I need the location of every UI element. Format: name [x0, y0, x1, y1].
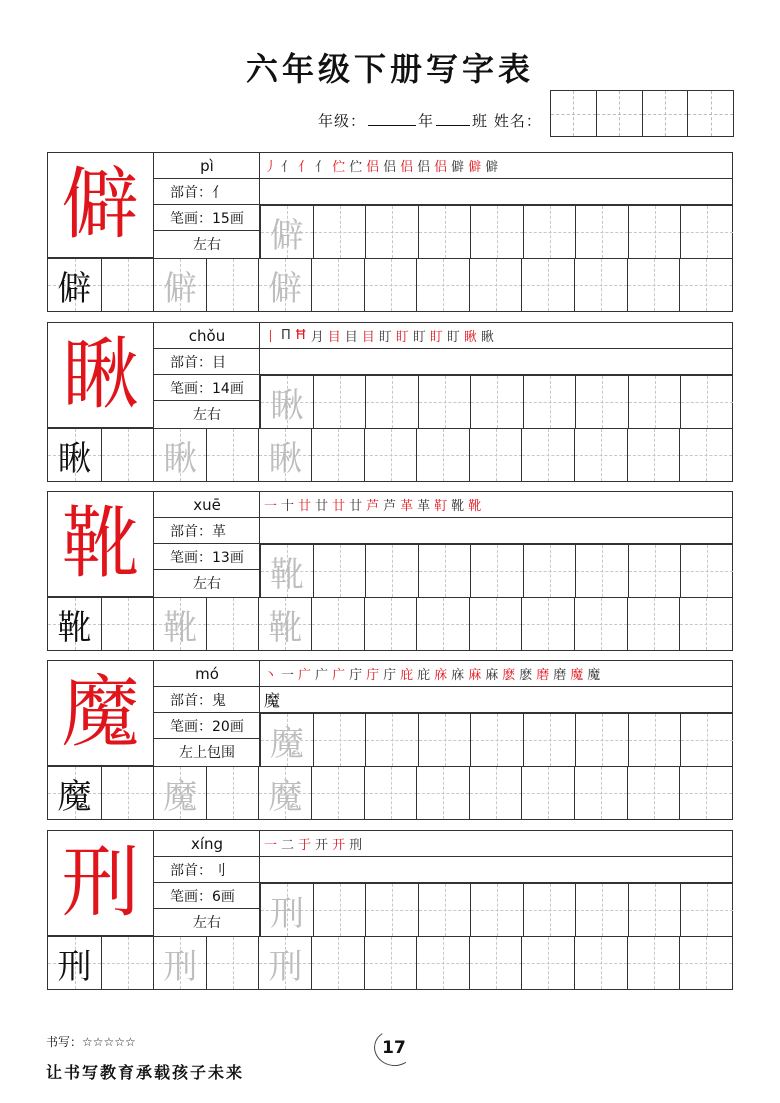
stroke-step: 二 — [281, 838, 295, 853]
trace-glyph: 靴 — [268, 607, 303, 648]
stroke-step: 盯 — [395, 330, 409, 345]
structure: 左右 — [193, 915, 221, 931]
character-block — [47, 491, 733, 651]
stroke-step: 亻 — [281, 160, 295, 175]
practice-cell[interactable] — [364, 936, 417, 989]
practice-cell[interactable] — [523, 544, 576, 597]
stroke-step: 广 — [332, 668, 346, 683]
practice-cell[interactable] — [628, 375, 681, 428]
practice-cell[interactable] — [418, 713, 471, 766]
stroke-step: 魔 — [587, 668, 601, 683]
practice-cell[interactable] — [48, 936, 101, 989]
character-block — [47, 152, 733, 312]
trace-glyph: 靴 — [270, 554, 304, 595]
practice-cell[interactable] — [313, 205, 366, 258]
stroke-step: 廿 — [298, 499, 312, 514]
practice-cell[interactable] — [679, 597, 732, 650]
sample-glyph: 刑 — [57, 946, 92, 987]
stroke-step: 目 — [344, 330, 358, 345]
practice-cell[interactable] — [680, 544, 733, 597]
stroke-count: 笔画：14画 — [154, 375, 260, 401]
practice-grid — [48, 205, 732, 311]
practice-cell[interactable] — [48, 428, 101, 481]
stroke-step: 侣 — [417, 160, 431, 175]
practice-cell[interactable] — [523, 883, 576, 936]
practice-grid — [48, 713, 732, 819]
stroke-order-continued — [260, 518, 732, 544]
stroke-step: 开 — [332, 838, 346, 853]
practice-cell[interactable] — [627, 428, 680, 481]
practice-cell[interactable] — [469, 428, 522, 481]
grade-blank[interactable] — [368, 111, 416, 126]
practice-cell[interactable] — [311, 428, 364, 481]
trace-glyph: 刑 — [268, 946, 303, 987]
class-label: 班 — [472, 112, 489, 130]
stroke-step: 盯 — [412, 330, 426, 345]
page-number: 17 — [374, 1030, 414, 1066]
practice-cell[interactable] — [628, 544, 681, 597]
practice-cell[interactable] — [418, 375, 471, 428]
practice-cell[interactable] — [313, 883, 366, 936]
stroke-step: 刑 — [349, 838, 363, 853]
practice-cell[interactable] — [260, 205, 313, 258]
stroke-order — [260, 323, 732, 349]
trace-glyph: 僻 — [163, 268, 198, 309]
structure: 左上包围 — [179, 745, 235, 761]
stroke-step: 盯 — [429, 330, 443, 345]
stroke-step: 芦 — [366, 499, 380, 514]
trace-glyph: 瞅 — [270, 385, 304, 426]
stroke-step: 麽 — [519, 668, 533, 683]
stroke-count: 笔画：15画 — [154, 205, 260, 231]
practice-cell[interactable] — [469, 936, 522, 989]
practice-cell[interactable] — [418, 883, 471, 936]
stroke-step: 芦 — [383, 499, 397, 514]
practice-cell[interactable] — [680, 713, 733, 766]
practice-cell[interactable] — [470, 883, 523, 936]
practice-cell[interactable] — [469, 258, 522, 311]
stroke-order — [260, 153, 732, 179]
practice-cell[interactable] — [365, 544, 418, 597]
practice-cell[interactable] — [575, 883, 628, 936]
practice-cell[interactable] — [311, 766, 364, 819]
stroke-step: 月 — [310, 330, 324, 345]
stroke-step: 僻 — [451, 160, 465, 175]
practice-cell[interactable] — [575, 375, 628, 428]
stroke-step: 靴 — [468, 499, 482, 514]
trace-glyph: 刑 — [270, 893, 304, 934]
stroke-step: 庥 — [434, 668, 448, 683]
radical: 部首：鬼 — [154, 687, 260, 713]
stroke-step: 麻 — [485, 668, 499, 683]
name-grid[interactable] — [550, 90, 734, 137]
slogan: 让书写教育承载孩子未来 — [46, 1063, 245, 1082]
trace-glyph: 魔 — [270, 723, 304, 764]
stroke-step: 瞅 — [480, 330, 494, 345]
practice-cell[interactable] — [418, 205, 471, 258]
stroke-step: 庥 — [451, 668, 465, 683]
big-character-glyph: 僻 — [61, 160, 140, 250]
stroke-step: 目 — [327, 330, 341, 345]
practice-cell[interactable] — [258, 936, 311, 989]
practice-cell[interactable] — [628, 883, 681, 936]
practice-cell[interactable] — [311, 597, 364, 650]
stroke-order — [260, 831, 732, 857]
character-block — [47, 660, 733, 820]
practice-cell[interactable] — [365, 205, 418, 258]
practice-cell[interactable] — [470, 713, 523, 766]
practice-cell[interactable] — [679, 428, 732, 481]
practice-cell[interactable] — [101, 258, 154, 311]
trace-glyph: 靴 — [163, 607, 198, 648]
practice-cell[interactable] — [313, 713, 366, 766]
stroke-step: Ħ — [294, 328, 307, 343]
trace-glyph: 瞅 — [163, 438, 198, 479]
big-character-glyph: 瞅 — [61, 330, 140, 420]
pinyin: mó — [154, 661, 260, 687]
practice-cell[interactable] — [364, 766, 417, 819]
rating-line: 书写：☆☆☆☆☆ — [46, 1035, 136, 1049]
stroke-step: 僻 — [468, 160, 482, 175]
stroke-step: 亻 — [298, 160, 312, 175]
sample-glyph: 僻 — [57, 268, 92, 309]
stroke-count: 笔画：13画 — [154, 544, 260, 570]
practice-cell[interactable] — [521, 597, 574, 650]
stroke-step: 庁 — [366, 668, 380, 683]
practice-cell[interactable] — [679, 766, 732, 819]
name-label: 姓名： — [493, 112, 542, 130]
practice-cell[interactable] — [521, 428, 574, 481]
stroke-step: 廿 — [349, 499, 363, 514]
stroke-step: 靴 — [451, 499, 465, 514]
practice-grid — [48, 375, 732, 481]
practice-cell[interactable] — [206, 258, 259, 311]
practice-cell[interactable] — [365, 375, 418, 428]
practice-cell[interactable] — [260, 544, 313, 597]
practice-cell[interactable] — [416, 258, 469, 311]
practice-cell[interactable] — [258, 428, 311, 481]
stroke-order-continued — [260, 179, 732, 205]
stroke-step: 靪 — [434, 499, 448, 514]
practice-cell[interactable] — [311, 936, 364, 989]
stroke-step: 盯 — [378, 330, 392, 345]
practice-cell[interactable] — [416, 428, 469, 481]
practice-cell[interactable] — [313, 544, 366, 597]
practice-cell[interactable] — [627, 766, 680, 819]
practice-cell[interactable] — [153, 597, 206, 650]
year-label: 年 — [418, 112, 435, 130]
practice-cell[interactable] — [258, 258, 311, 311]
stroke-step: 侣 — [434, 160, 448, 175]
stroke-step: 麻 — [468, 668, 482, 683]
stroke-order-continued — [260, 857, 732, 883]
radical: 部首：刂 — [154, 857, 260, 883]
practice-cell[interactable] — [416, 766, 469, 819]
trace-glyph: 魔 — [268, 776, 303, 817]
practice-cell[interactable] — [679, 936, 732, 989]
pinyin: xíng — [154, 831, 260, 857]
practice-cell[interactable] — [574, 766, 627, 819]
stroke-step: 于 — [298, 838, 312, 853]
practice-cell[interactable] — [680, 205, 733, 258]
sample-glyph: 魔 — [57, 776, 92, 817]
practice-cell[interactable] — [575, 713, 628, 766]
practice-cell[interactable] — [416, 597, 469, 650]
practice-cell[interactable] — [364, 597, 417, 650]
practice-cell[interactable] — [101, 766, 154, 819]
radical: 部首：亻 — [154, 179, 260, 205]
student-info-line — [318, 110, 542, 131]
stroke-step: 伫 — [349, 160, 363, 175]
practice-cell[interactable] — [523, 375, 576, 428]
trace-glyph: 僻 — [270, 215, 304, 256]
practice-cell[interactable] — [574, 597, 627, 650]
stroke-step: 魔 — [570, 668, 584, 683]
practice-cell[interactable] — [575, 205, 628, 258]
stroke-order-continued — [260, 349, 732, 375]
stroke-step: 伫 — [332, 160, 346, 175]
practice-cell[interactable] — [521, 936, 574, 989]
practice-cell[interactable] — [418, 544, 471, 597]
practice-cell[interactable] — [153, 766, 206, 819]
stroke-step: 瞅 — [463, 330, 477, 345]
stroke-step: 广 — [298, 668, 312, 683]
name-cell[interactable] — [551, 91, 596, 136]
practice-cell[interactable] — [260, 883, 313, 936]
sample-glyph: 靴 — [57, 607, 92, 648]
stroke-step: 盯 — [446, 330, 460, 345]
stroke-step: 目 — [361, 330, 375, 345]
stroke-step: 庇 — [400, 668, 414, 683]
stroke-step: 庁 — [383, 668, 397, 683]
big-character-glyph: 刑 — [61, 838, 140, 928]
practice-cell[interactable] — [574, 936, 627, 989]
practice-cell[interactable] — [153, 258, 206, 311]
stroke-step: 一 — [264, 838, 278, 853]
practice-grid — [48, 544, 732, 650]
trace-glyph: 瞅 — [268, 438, 303, 479]
stroke-step: 麽 — [502, 668, 516, 683]
practice-cell[interactable] — [627, 597, 680, 650]
big-character-glyph: 靴 — [61, 499, 140, 589]
practice-cell[interactable] — [521, 258, 574, 311]
character-block — [47, 322, 733, 482]
sample-glyph: 瞅 — [57, 438, 92, 479]
stroke-count: 笔画：20画 — [154, 713, 260, 739]
practice-cell[interactable] — [260, 713, 313, 766]
practice-cell[interactable] — [101, 428, 154, 481]
practice-cell[interactable] — [680, 375, 733, 428]
radical: 部首：目 — [154, 349, 260, 375]
class-blank[interactable] — [436, 111, 470, 126]
practice-cell[interactable] — [627, 258, 680, 311]
trace-glyph: 僻 — [268, 268, 303, 309]
practice-cell[interactable] — [206, 936, 259, 989]
stroke-step: 侣 — [383, 160, 397, 175]
radical: 部首：革 — [154, 518, 260, 544]
stroke-step: 一 — [281, 668, 295, 683]
stroke-step: 十 — [281, 499, 295, 514]
practice-cell[interactable] — [523, 713, 576, 766]
practice-cell[interactable] — [153, 936, 206, 989]
stroke-step: 磨 — [553, 668, 567, 683]
stroke-step: 庁 — [349, 668, 363, 683]
practice-cell[interactable] — [311, 258, 364, 311]
practice-cell[interactable] — [206, 428, 259, 481]
character-block — [47, 830, 733, 990]
practice-cell[interactable] — [521, 766, 574, 819]
practice-cell[interactable] — [364, 428, 417, 481]
page-title: 六年级下册写字表 — [245, 50, 534, 88]
structure: 左右 — [193, 237, 221, 253]
practice-cell[interactable] — [574, 428, 627, 481]
practice-cell[interactable] — [101, 936, 154, 989]
practice-cell[interactable] — [48, 766, 101, 819]
practice-cell[interactable] — [101, 597, 154, 650]
practice-cell[interactable] — [258, 597, 311, 650]
stroke-step: 丶 — [264, 668, 278, 683]
practice-cell[interactable] — [575, 544, 628, 597]
trace-glyph: 刑 — [163, 946, 198, 987]
stroke-step: 廿 — [332, 499, 346, 514]
practice-cell[interactable] — [470, 544, 523, 597]
practice-cell[interactable] — [48, 597, 101, 650]
structure: 左右 — [193, 576, 221, 592]
practice-grid — [48, 883, 732, 989]
practice-cell[interactable] — [206, 766, 259, 819]
practice-cell[interactable] — [470, 205, 523, 258]
stroke-count: 笔画：6画 — [154, 883, 260, 909]
practice-cell[interactable] — [628, 713, 681, 766]
trace-glyph: 魔 — [163, 776, 198, 817]
practice-cell[interactable] — [679, 258, 732, 311]
stroke-step: 丨 — [264, 330, 278, 345]
stroke-order — [260, 492, 732, 518]
practice-cell[interactable] — [153, 428, 206, 481]
practice-cell[interactable] — [313, 375, 366, 428]
practice-cell[interactable] — [469, 766, 522, 819]
name-cell[interactable] — [687, 91, 733, 136]
practice-cell[interactable] — [365, 883, 418, 936]
stroke-step: 僻 — [485, 160, 499, 175]
stroke-step: 侣 — [400, 160, 414, 175]
practice-cell[interactable] — [627, 936, 680, 989]
name-cell[interactable] — [642, 91, 688, 136]
stroke-step: 磨 — [536, 668, 550, 683]
stroke-order — [260, 661, 732, 687]
stroke-step: 廿 — [315, 499, 329, 514]
big-character-glyph: 魔 — [61, 668, 140, 758]
pinyin: xuē — [154, 492, 260, 518]
stroke-step: 革 — [417, 499, 431, 514]
practice-cell[interactable] — [574, 258, 627, 311]
pinyin: chǒu — [154, 323, 260, 349]
practice-cell[interactable] — [523, 205, 576, 258]
stroke-step: 广 — [315, 668, 329, 683]
practice-cell[interactable] — [470, 375, 523, 428]
practice-cell[interactable] — [680, 883, 733, 936]
stroke-step: 一 — [264, 499, 278, 514]
practice-cell[interactable] — [628, 205, 681, 258]
stroke-step: 革 — [400, 499, 414, 514]
stroke-step: 庇 — [417, 668, 431, 683]
stroke-step: 丿 — [264, 160, 278, 175]
structure: 左右 — [193, 407, 221, 423]
stroke-step: 开 — [315, 838, 329, 853]
practice-cell[interactable] — [48, 258, 101, 311]
stroke-order-continued: 魔 — [260, 687, 732, 713]
practice-cell[interactable] — [365, 713, 418, 766]
practice-cell[interactable] — [469, 597, 522, 650]
stroke-step: 侣 — [366, 160, 380, 175]
name-cell[interactable] — [596, 91, 642, 136]
grade-label: 年级： — [318, 112, 367, 130]
practice-cell[interactable] — [416, 936, 469, 989]
pinyin: pì — [154, 153, 260, 179]
stroke-step: П — [281, 328, 291, 343]
practice-cell[interactable] — [258, 766, 311, 819]
practice-cell[interactable] — [260, 375, 313, 428]
practice-cell[interactable] — [364, 258, 417, 311]
practice-cell[interactable] — [206, 597, 259, 650]
stroke-step: 亻 — [315, 160, 329, 175]
